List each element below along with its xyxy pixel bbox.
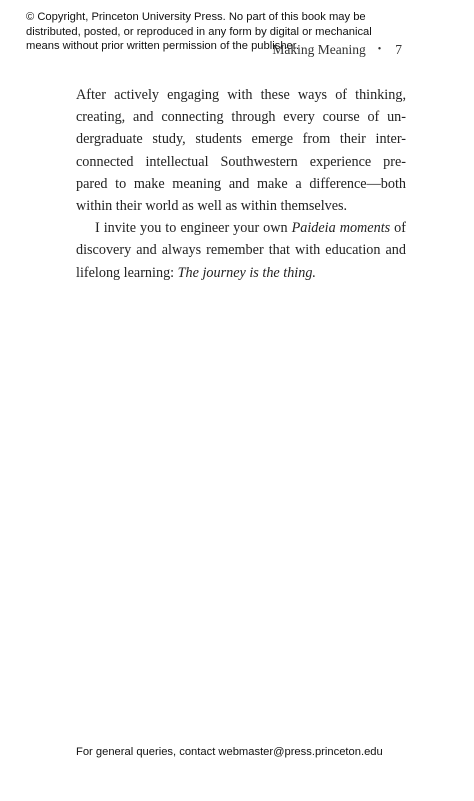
paragraph-1-line-4: connected intellectual Southwestern experience pre- [76,153,406,170]
body-text [76,84,406,284]
copyright-line-3: means without prior written permission of the publisher. [26,40,299,52]
paragraph-2-line-1-end: of [390,220,406,237]
paragraph-1-line-6: within their world as well as within themselves. [76,198,348,215]
paragraph-1-line-3: dergraduate study, students emerge from their inter- [76,131,406,148]
paideia-moments-italic: Paideia moments [291,220,391,237]
paragraph-2-line-2: discovery and always remember that with education and [76,242,406,259]
paragraph-2-line-3 [76,262,406,284]
paragraph-2 [76,217,406,284]
running-head-bullet: • [377,44,382,55]
running-head-title: Making Meaning [272,42,366,57]
paragraph-1-line-1: After actively engaging with these ways of thinking, [76,87,406,103]
paragraph-1-line-5: pared to make meaning and make a difference—both [76,175,406,192]
paragraph-2-line-3-start: lifelong learning: [76,264,178,281]
footer-contact: For general queries, contact webmaster@press.princeton.edu [76,746,383,758]
journey-quote-italic: The journey is the thing. [177,264,316,281]
copyright-notice [26,10,446,54]
copyright-line-1: © Copyright, Princeton University Press. No part of this book may be [26,11,366,23]
copyright-line-2: distributed, posted, or reproduced in any form by digital or mechanical [26,25,372,38]
paragraph-2-line-1-start: I invite you to engineer your own [95,220,292,237]
page-number: 7 [395,42,402,57]
paragraph-1 [76,84,406,217]
paragraph-1-line-2: creating, and connecting through every course of un- [76,109,406,126]
paragraph-2-line-1 [76,217,406,239]
